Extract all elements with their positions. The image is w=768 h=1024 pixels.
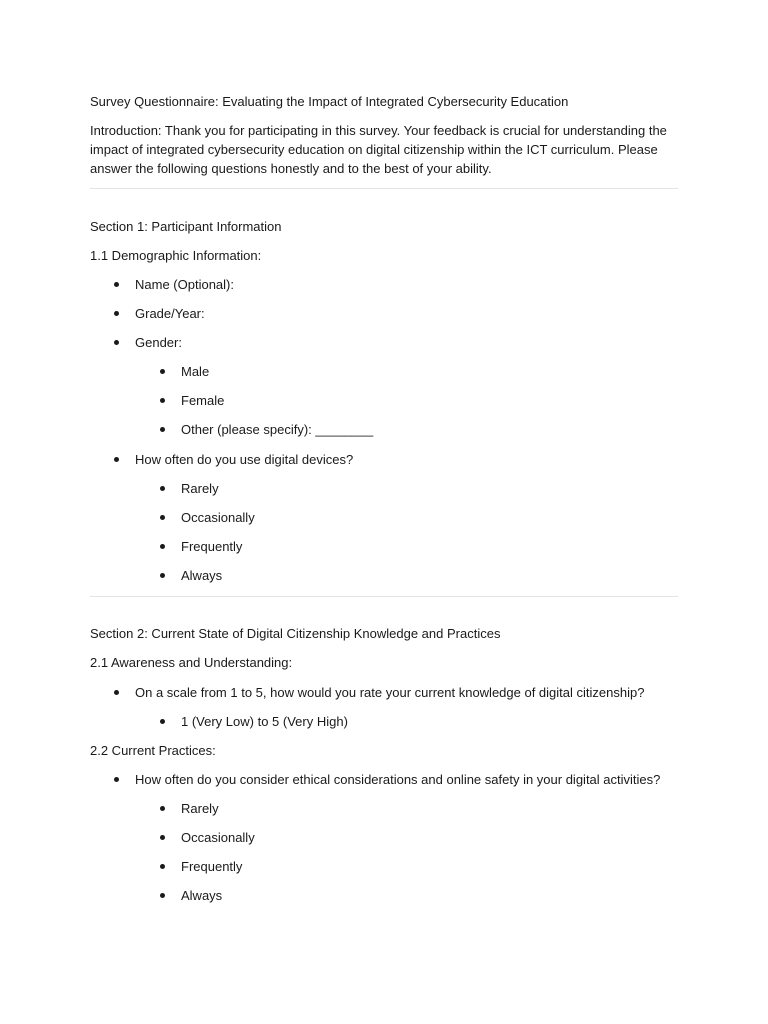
list-item-grade: Grade/Year: bbox=[135, 304, 205, 323]
list-item-name: Name (Optional): bbox=[135, 275, 234, 294]
bullet-icon bbox=[160, 893, 165, 898]
bullet-icon bbox=[160, 864, 165, 869]
list-item-scale-option: 1 (Very Low) to 5 (Very High) bbox=[181, 712, 348, 731]
list-item-devices-always: Always bbox=[181, 566, 222, 585]
section1-subheading-demographic: 1.1 Demographic Information: bbox=[90, 248, 262, 263]
bullet-icon bbox=[160, 369, 165, 374]
section2-heading: Section 2: Current State of Digital Citizenship Knowledge and Practices bbox=[90, 626, 501, 641]
section-divider bbox=[90, 188, 678, 189]
list-item-ethics-frequently: Frequently bbox=[181, 857, 242, 876]
bullet-icon bbox=[114, 457, 119, 462]
list-item-ethics-always: Always bbox=[181, 886, 222, 905]
bullet-icon bbox=[160, 719, 165, 724]
bullet-icon bbox=[160, 398, 165, 403]
list-item-ethics-occasionally: Occasionally bbox=[181, 828, 255, 847]
introduction-paragraph: Introduction: Thank you for participating in this survey. Your feedback is crucial for understanding the impact of integrated cybersecurity education on digital citizenship within the ICT curriculum. Please answer the following questions honestly and to the best of your ability. bbox=[90, 123, 667, 176]
bullet-icon bbox=[160, 486, 165, 491]
section1-heading: Section 1: Participant Information bbox=[90, 219, 282, 234]
bullet-icon bbox=[160, 806, 165, 811]
bullet-icon bbox=[160, 427, 165, 432]
section2-subheading-awareness: 2.1 Awareness and Understanding: bbox=[90, 655, 293, 670]
bullet-icon bbox=[114, 777, 119, 782]
list-item-devices-occasionally: Occasionally bbox=[181, 508, 255, 527]
list-item-ethics-rarely: Rarely bbox=[181, 799, 219, 818]
bullet-icon bbox=[114, 282, 119, 287]
section-divider bbox=[90, 596, 678, 597]
list-item-gender: Gender: bbox=[135, 333, 182, 352]
bullet-icon bbox=[160, 515, 165, 520]
list-item-gender-other: Other (please specify): ________ bbox=[181, 420, 373, 439]
bullet-icon bbox=[114, 311, 119, 316]
bullet-icon bbox=[114, 690, 119, 695]
list-item-devices-frequently: Frequently bbox=[181, 537, 242, 556]
list-item-scale-question: On a scale from 1 to 5, how would you rate your current knowledge of digital citizenship? bbox=[135, 683, 644, 702]
bullet-icon bbox=[160, 835, 165, 840]
list-item-gender-female: Female bbox=[181, 391, 224, 410]
list-item-gender-male: Male bbox=[181, 362, 209, 381]
list-item-devices-question: How often do you use digital devices? bbox=[135, 450, 353, 469]
bullet-icon bbox=[160, 544, 165, 549]
list-item-devices-rarely: Rarely bbox=[181, 479, 219, 498]
bullet-icon bbox=[114, 340, 119, 345]
survey-title: Survey Questionnaire: Evaluating the Impact of Integrated Cybersecurity Education bbox=[90, 94, 569, 109]
bullet-icon bbox=[160, 573, 165, 578]
section2-subheading-practices: 2.2 Current Practices: bbox=[90, 743, 216, 758]
list-item-ethics-question: How often do you consider ethical considerations and online safety in your digital activities? bbox=[135, 770, 660, 789]
